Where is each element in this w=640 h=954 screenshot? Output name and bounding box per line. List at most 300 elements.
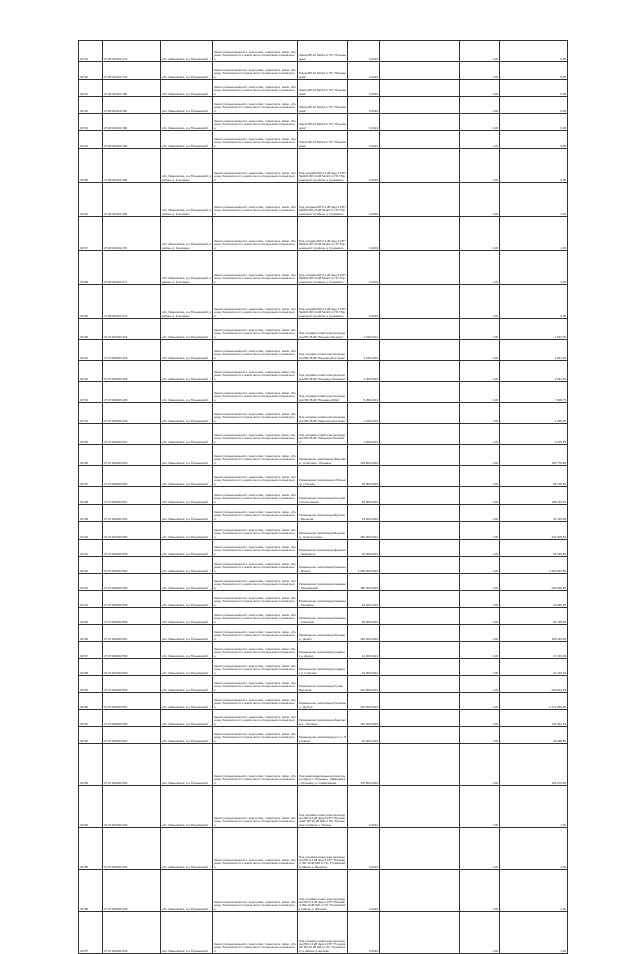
area-cell: 0,0024 (348, 786, 380, 828)
location-cell: обл. Ивановская, р-н Юрьевецкий, в районе д. Куземкино (161, 251, 213, 285)
location-cell: обл. Ивановская, р-н Юрьевецкий (161, 487, 213, 505)
location-cell: обл. Ивановская, р-н Юрьевецкий (161, 912, 213, 954)
cadastral-number-cell: 27:07:000000:563 (103, 642, 161, 659)
row-number-cell: 32726 (79, 183, 103, 217)
row-number-cell: 32721 (79, 80, 103, 97)
unit-cell (380, 744, 460, 786)
cadastral-number-cell: 27:08:001102:181 (103, 97, 161, 114)
value-cell: 6,08 (500, 114, 568, 131)
rate-cell: 1,00 (460, 828, 500, 870)
row-number-cell: 32733 (79, 382, 103, 403)
unit-cell (380, 693, 460, 710)
value-cell: 6,08 (500, 131, 568, 149)
row-number-cell: 32727 (79, 217, 103, 251)
value-cell: 2 276,99 (500, 424, 568, 445)
usage-description-cell: Размещение газопровода Бугрино - Вершина (298, 505, 348, 522)
table-row (79, 114, 568, 131)
land-register-table (78, 40, 568, 954)
table-row (79, 217, 568, 251)
unit-cell (380, 540, 460, 557)
cadastral-number-cell: 27:07:000000:565 (103, 522, 161, 540)
unit-cell (380, 591, 460, 608)
value-cell: 83 799,69 (500, 608, 568, 625)
rate-cell: 1,00 (460, 522, 500, 540)
unit-cell (380, 97, 460, 114)
land-category-cell: Земли промышленности, энергетики, транспорта, связи, обороны, безопасности и земли иного специального назначения (213, 522, 298, 540)
cadastral-number-cell: 27:07:000000:554 (103, 744, 161, 786)
land-category-cell: Земли промышленности, энергетики, транспорта, связи, обороны, безопасности и земли иного специального назначения (213, 505, 298, 522)
row-number-cell: 32723 (79, 114, 103, 131)
location-cell: обл. Ивановская, р-н Юрьевецкий (161, 574, 213, 591)
area-cell: 175 800,0024 (348, 744, 380, 786)
area-cell: 40 000,0024 (348, 727, 380, 744)
table-row (79, 80, 568, 97)
usage-description-cell: Размещение газопровода Заволжское - Толпино (298, 710, 348, 727)
table-body (79, 41, 568, 954)
unit-cell (380, 217, 460, 251)
rate-cell: 1,00 (460, 676, 500, 693)
location-cell: обл. Ивановская, р-н Юрьевецкий (161, 786, 213, 828)
unit-cell (380, 727, 460, 744)
unit-cell (380, 445, 460, 466)
usage-description-cell: Размещение газопровода Каменка - Пелевино (298, 591, 348, 608)
value-cell: 1 366,05 (500, 403, 568, 424)
value-cell: 1,00 (500, 870, 568, 912)
value-cell: 6,08 (500, 285, 568, 319)
value-cell: 54 346,85 (500, 540, 568, 557)
land-category-cell: Земли промышленности, энергетики, транспорta, связи, обороны, безопасности и земли иного специального назначения (213, 642, 298, 659)
unit-cell (380, 870, 460, 912)
usage-description-cell: Под опорами линий электропередачи ВЛ-35 кВ "Юрьевец-Ряба" (298, 382, 348, 403)
value-cell: 1,00 (500, 183, 568, 217)
usage-description-cell: Размещение газопровода Каменка - Юрьевецкий (298, 574, 348, 591)
cadastral-number-cell: 27:08:001102:183 (103, 131, 161, 149)
area-cell: 0,0024 (348, 62, 380, 80)
location-cell: обл. Ивановская, р-н Юрьевецкий (161, 41, 213, 62)
land-category-cell: Земли промышленности, энергетики, транспорта, связи, обороны, безопасности и земли иного специального назначения (213, 131, 298, 149)
location-cell: обл. Ивановская, р-н Юрьевецкий (161, 97, 213, 114)
row-number-cell: 32745 (79, 608, 103, 625)
row-number-cell: 32730 (79, 319, 103, 340)
unit-cell (380, 131, 460, 149)
cadastral-number-cell: 27:07:000000:553 (103, 557, 161, 574)
table-row (79, 361, 568, 382)
table-row (79, 505, 568, 522)
usage-description-cell: Под канализационные коллекторные вдоль п. Юрьевец - Ивановка в г. Юрьевец ул. Набережная (298, 744, 348, 786)
unit-cell (380, 625, 460, 642)
table-row (79, 676, 568, 693)
location-cell: обл. Ивановская, р-н Юрьевецкий (161, 828, 213, 870)
rate-cell: 1,00 (460, 114, 500, 131)
row-number-cell: 32737 (79, 466, 103, 487)
table-row (79, 591, 568, 608)
rate-cell: 1,00 (460, 403, 500, 424)
value-cell: 153 776,89 (500, 445, 568, 466)
unit-cell (380, 62, 460, 80)
area-cell: 0,0024 (348, 828, 380, 870)
table-row (79, 131, 568, 149)
area-cell: 1 600,0024 (348, 424, 380, 445)
table-row (79, 487, 568, 505)
unit-cell (380, 251, 460, 285)
area-cell: 1 150,0024 (348, 340, 380, 361)
rate-cell: 1,00 (460, 62, 500, 80)
area-cell: 40 000,0024 (348, 540, 380, 557)
table-row (79, 786, 568, 828)
area-cell: 0,0024 (348, 80, 380, 97)
table-row (79, 608, 568, 625)
location-cell: обл. Ивановская, р-н Юрьевецкий (161, 608, 213, 625)
table-row (79, 183, 568, 217)
location-cell: обл. Ивановская, р-н Юрьевецкий, в районе д. Куземкино (161, 285, 213, 319)
cadastral-number-cell: 27:07:000000:555 (103, 574, 161, 591)
rate-cell: 1,00 (460, 591, 500, 608)
table-row (79, 727, 568, 744)
value-cell: 154 075,86 (500, 744, 568, 786)
location-cell: обл. Ивановская, р-н Юрьевецкий (161, 466, 213, 487)
usage-description-cell: Под опорами линии электропередачи ВЛ-0,4 кВ фид.5 КТП "Юрьевец" ВЛ-10 кВ №5 от ПС "Пучежская" в районе д. Выдрино (298, 828, 348, 870)
land-category-cell: Земли промышленности, энергетики, транспорта, связи, обороны, безопасности и земли иного специального назначения (213, 912, 298, 954)
row-number-cell: 32744 (79, 591, 103, 608)
location-cell: обл. Ивановская, р-н Юрьевецкий (161, 403, 213, 424)
location-cell: обл. Ивановская, р-н Юрьевецкий (161, 744, 213, 786)
land-category-cell: Земли промышленности, энергетики, транспорта, связи, обороны, безопасности и земли иного специального назначения (213, 693, 298, 710)
row-number-cell: 32734 (79, 403, 103, 424)
land-category-cell: Земли промышленности, энергетики, транспорта, связи, обороны, безопасности и земли иного специального назначения (213, 445, 298, 466)
row-number-cell: 32749 (79, 676, 103, 693)
row-number-cell: 32740 (79, 522, 103, 540)
land-category-cell: Земли промышленности, энергетики, транспорта, связи, обороны, безопасности и земли иного специального назначения (213, 319, 298, 340)
rate-cell: 1,00 (460, 361, 500, 382)
area-cell: 241 000,0024 (348, 676, 380, 693)
value-cell: 19 449,96 (500, 591, 568, 608)
table-row (79, 557, 568, 574)
usage-description-cell: Размещение газопровода Пучеж - Вершина (298, 676, 348, 693)
cadastral-number-cell: 27:07:000000:407 (103, 424, 161, 445)
area-cell: 0,0004 (348, 217, 380, 251)
usage-description-cell: Размещение газопровода Фирсовка - Соболево - Юрьевец (298, 445, 348, 466)
unit-cell (380, 80, 460, 97)
rate-cell: 1,00 (460, 251, 500, 285)
unit-cell (380, 710, 460, 727)
land-category-cell: Земли промышленности, энергетики, транспорта, связи, обороны, безопасности и земли иного специального назначения (213, 828, 298, 870)
location-cell: обл. Ивановская, р-н Юрьевецкий (161, 870, 213, 912)
rate-cell: 1,00 (460, 285, 500, 319)
table-row (79, 41, 568, 62)
row-number-cell: 32729 (79, 285, 103, 319)
cadastral-number-cell: 27:07:000000:520 (103, 445, 161, 466)
unit-cell (380, 361, 460, 382)
location-cell: обл. Ивановская, р-н Юрьевецкий (161, 62, 213, 80)
usage-description-cell: Линия ВЛ-10 №124 от ПС "Юрьевецкая" (298, 62, 348, 80)
usage-description-cell: Размещение газопровода Дьяково - Задворное (298, 540, 348, 557)
table-row (79, 382, 568, 403)
area-cell: 324 000,0024 (348, 625, 380, 642)
row-number-cell: 32757 (79, 912, 103, 954)
value-cell: 1 282 816,84 (500, 557, 568, 574)
rate-cell: 1,00 (460, 131, 500, 149)
location-cell: обл. Ивановская, р-н Юрьевецкий (161, 642, 213, 659)
cadastral-number-cell: 27:07:000000:409 (103, 403, 161, 424)
location-cell: обл. Ивановская, р-н Юрьевецкий (161, 625, 213, 642)
cadastral-number-cell: 27:07:000000:560 (103, 659, 161, 676)
table-row (79, 62, 568, 80)
rate-cell: 1,00 (460, 557, 500, 574)
value-cell: 6,08 (500, 149, 568, 183)
value-cell: 1,00 (500, 217, 568, 251)
cadastral-number-cell: 27:07:000000:408 (103, 382, 161, 403)
unit-cell (380, 183, 460, 217)
row-number-cell: 32755 (79, 828, 103, 870)
table-row (79, 285, 568, 319)
land-category-cell: Земли промышленности, энергетики, транспорта, связи, обороны, безопасности и земли иного специального назначения (213, 727, 298, 744)
cadastral-number-cell: 27:07:000000:559 (103, 710, 161, 727)
row-number-cell: 32731 (79, 340, 103, 361)
area-cell: 185 300,0024 (348, 574, 380, 591)
rate-cell: 1,00 (460, 505, 500, 522)
value-cell: 1,00 (500, 912, 568, 954)
location-cell: обл. Ивановская, р-н Юрьевецкий, в районе д. Куземкино (161, 183, 213, 217)
usage-description-cell: Линия ВЛ-10 №124 от ПС "Юрьевецкая" (298, 114, 348, 131)
land-category-cell: Земли промышленности, энергетики, транспорта, связи, обороны, безопасности и земли иного специального назначения (213, 183, 298, 217)
cadastral-number-cell: 27:07:000000:567 (103, 487, 161, 505)
cadastral-number-cell: 27:07:000000:562 (103, 466, 161, 487)
area-cell: 0,0024 (348, 149, 380, 183)
location-cell: обл. Ивановская, р-н Юрьевецкий (161, 340, 213, 361)
cadastral-number-cell: 27:07:000000:558 (103, 591, 161, 608)
cadastral-number-cell: 27:07:000000:344 (103, 828, 161, 870)
unit-cell (380, 114, 460, 131)
value-cell: 6,08 (500, 97, 568, 114)
unit-cell (380, 403, 460, 424)
unit-cell (380, 557, 460, 574)
location-cell: обл. Ивановская, р-н Юрьевецкий (161, 727, 213, 744)
value-cell: 1,00 (500, 828, 568, 870)
cadastral-number-cell: 27:07:000000:552 (103, 727, 161, 744)
row-number-cell: 32739 (79, 505, 103, 522)
area-cell: 0,0024 (348, 870, 380, 912)
location-cell: обл. Ивановская, р-н Юрьевецкий (161, 505, 213, 522)
location-cell: обл. Ивановская, р-н Юрьевецкий (161, 659, 213, 676)
rate-cell: 1,00 (460, 487, 500, 505)
land-category-cell: Земли промышленности, энергетики, транспорта, связи, обороны, безопасности и земли иного специального назначения (213, 41, 298, 62)
cadastral-number-cell: 27:07:000000:346 (103, 912, 161, 954)
unit-cell (380, 487, 460, 505)
location-cell: обл. Ивановская, р-н Юрьевецкий (161, 693, 213, 710)
cadastral-number-cell: 27:07:000000:566 (103, 540, 161, 557)
rate-cell: 1,00 (460, 183, 500, 217)
table-row (79, 828, 568, 870)
land-category-cell: Земли промышленности, энергетики, транспорта, связи, обороны, безопасности и земли иного специального назначения (213, 487, 298, 505)
row-number-cell: 32753 (79, 744, 103, 786)
location-cell: обл. Ивановская, р-н Юрьевецкий (161, 382, 213, 403)
location-cell: обл. Ивановская, р-н Юрьевецкий (161, 710, 213, 727)
area-cell: 364 000,0024 (348, 522, 380, 540)
usage-description-cell: Размещение газопровода Костяево-Костромская (298, 487, 348, 505)
usage-description-cell: Под опорами ВЛ-0,4 кВ фид.4 КТП №0221 ВЛ-10 кВ №124 от ПС "Юрьевецкая" в районе д. Куземкино (298, 285, 348, 319)
unit-cell (380, 382, 460, 403)
area-cell: 0,0024 (348, 97, 380, 114)
table-row (79, 445, 568, 466)
usage-description-cell: Под опорами линий электропередачи ВЛ-35 кВ "Юрьевец-Бугрино" (298, 319, 348, 340)
usage-description-cell: Под опорами ВЛ-0,4 кВ фид.4 КТП №0221 ВЛ-10 кВ №124 от ПС "Юрьевецкая" в районе д. Куземкино (298, 217, 348, 251)
rate-cell: 1,00 (460, 97, 500, 114)
unit-cell (380, 608, 460, 625)
row-number-cell: 32751 (79, 710, 103, 727)
value-cell: 409 119,06 (500, 625, 568, 642)
area-cell: 5 450,0024 (348, 382, 380, 403)
table-row (79, 251, 568, 285)
rate-cell: 1,00 (460, 727, 500, 744)
row-number-cell: 32722 (79, 97, 103, 114)
cadastral-number-cell: 27:07:000000:406 (103, 361, 161, 382)
row-number-cell: 32743 (79, 574, 103, 591)
location-cell: обл. Ивановская, р-н Юрьевецкий, в районе д. Куземкино (161, 149, 213, 183)
usage-description-cell: Размещение газопровода (подвод к д. Дорки) (298, 642, 348, 659)
value-cell: 293 814,69 (500, 676, 568, 693)
unit-cell (380, 786, 460, 828)
usage-description-cell: Размещение газопровода к Юрьевцу и Пучежу (298, 466, 348, 487)
unit-cell (380, 41, 460, 62)
value-cell: 1 841,26 (500, 340, 568, 361)
rate-cell: 1,00 (460, 80, 500, 97)
area-cell: 0,0024 (348, 41, 380, 62)
area-cell: 0,0024 (348, 285, 380, 319)
area-cell: 115 600,0024 (348, 710, 380, 727)
area-cell: 1 000 000,0024 (348, 557, 380, 574)
land-category-cell: Земли промышленности, энергетики, транспорта, связи, обороны, безопасности и земли иного специального назначения (213, 403, 298, 424)
land-category-cell: Земли промышленности, энергетики, транспорта, связи, обороны, безопасности и земли иного специального назначения (213, 217, 298, 251)
cadastral-number-cell: 27:07:000000:333 (103, 786, 161, 828)
table-row (79, 574, 568, 591)
rate-cell: 1,00 (460, 608, 500, 625)
table-row (79, 540, 568, 557)
usage-description-cell: Под опорами линий электропередачи ВЛ-35 кВ "Юрьевец-Пелевино" (298, 361, 348, 382)
location-cell: обл. Ивановская, р-н Юрьевецкий (161, 445, 213, 466)
value-cell: 2 041,26 (500, 361, 568, 382)
rate-cell: 1,00 (460, 217, 500, 251)
rate-cell: 1,00 (460, 625, 500, 642)
land-category-cell: Земли промышленности, энергетики, транспорта, связи, обороны, безопасности и земли иного специального назначения (213, 466, 298, 487)
location-cell: обл. Ивановская, р-н Юрьевецкий (161, 591, 213, 608)
land-category-cell: Земли промышленности, энергетики, транспорта, связи, обороны, безопасности и земли иного специального назначения (213, 97, 298, 114)
table-row (79, 870, 568, 912)
unit-cell (380, 285, 460, 319)
unit-cell (380, 505, 460, 522)
value-cell: 1 172 349,00 (500, 693, 568, 710)
row-number-cell: 32756 (79, 870, 103, 912)
usage-description-cell: Под опорами линии электропередачи ВЛ-0,4 кВ фид.4 КТП "Пучежский" ВЛ-10 кВ №6 от ПС "Пучежская" в районе д. Ершово (298, 912, 348, 954)
usage-description-cell: Линия ВЛ-10 №124 от ПС "Юрьевецкая" (298, 131, 348, 149)
rate-cell: 1,00 (460, 574, 500, 591)
cadastral-number-cell: 27:08:001101:369 (103, 183, 161, 217)
area-cell: 1 010,0024 (348, 403, 380, 424)
cadastral-number-cell: 27:08:001102:180 (103, 80, 161, 97)
cadastral-number-cell: 27:08:001102:179 (103, 62, 161, 80)
usage-description-cell: Размещение газопровода Вершина - Новопутилово (298, 522, 348, 540)
cadastral-number-cell: 27:07:000000:405 (103, 340, 161, 361)
table-row (79, 744, 568, 786)
land-category-cell: Земли промышленности, энергетики, транспорта, связи, обороны, безопасности и земли иного специального назначения (213, 285, 298, 319)
land-category-cell: Земли промышленности, энергетики, транспорта, связи, обороны, безопасности и земли иного специального назначения (213, 608, 298, 625)
cadastral-number-cell: 27:08:001101:368 (103, 149, 161, 183)
value-cell: 6,08 (500, 62, 568, 80)
usage-description-cell: Размещение газопровода (подвод к д. Стрелка) (298, 659, 348, 676)
row-number-cell: 32752 (79, 727, 103, 744)
rate-cell: 1,00 (460, 340, 500, 361)
cadastral-number-cell: 27:08:001101:372 (103, 285, 161, 319)
location-cell: обл. Ивановская, р-н Юрьевецкий, в районе д. Куземкино (161, 217, 213, 251)
location-cell: обл. Ивановская, р-н Юрьевецкий (161, 361, 213, 382)
land-category-cell: Земли промышленности, энергетики, транспорта, связи, обороны, безопасности и земли иного специального назначения (213, 340, 298, 361)
rate-cell: 1,00 (460, 382, 500, 403)
area-cell: 34 600,0024 (348, 505, 380, 522)
value-cell: 6,08 (500, 80, 568, 97)
land-category-cell: Земли промышленности, энергетики, транспорta, связи, обороны, безопасности и земли иного специального назначения (213, 424, 298, 445)
rate-cell: 1,00 (460, 786, 500, 828)
table-row (79, 340, 568, 361)
row-number-cell: 32732 (79, 361, 103, 382)
rate-cell: 1,00 (460, 744, 500, 786)
land-category-cell: Земли промышленности, энергетики, транспорта, связи, обороны, безопасности и земли иного специального назначения (213, 591, 298, 608)
usage-description-cell: Размещение газопровода Каменка - Мягкое (298, 557, 348, 574)
area-cell: 0,0024 (348, 131, 380, 149)
rate-cell: 1,00 (460, 319, 500, 340)
value-cell: 58 378,66 (500, 466, 568, 487)
land-category-cell: Земли промышленности, энергетики, транспорта, связи, обороны, безопасности и земли иного специального назначения (213, 382, 298, 403)
table-row (79, 403, 568, 424)
row-number-cell: 32748 (79, 659, 103, 676)
location-cell: обл. Ивановская, р-н Юрьевецкий (161, 557, 213, 574)
land-category-cell: Земли промышленности, энергетики, транспорta, связи, обороны, безопасности и земли иного специального назначения (213, 361, 298, 382)
unit-cell (380, 522, 460, 540)
area-cell: 34 000,0024 (348, 659, 380, 676)
row-number-cell: 32719 (79, 41, 103, 62)
land-category-cell: Земли промышленности, энергетики, транспорта, связи, обороны, безопасности и земли иного специального назначения (213, 62, 298, 80)
usage-description-cell: Под опорами линий электропередачи ВЛ-35 кВ "Каменное-Костяево" (298, 403, 348, 424)
row-number-cell: 32736 (79, 445, 103, 466)
land-category-cell: Земли промышленности, энергетики, транспорта, связи, обороны, безопасности и земли иного специального назначения (213, 625, 298, 642)
cadastral-number-cell: 27:08:001101:371 (103, 251, 161, 285)
location-cell: обл. Ивановская, р-н Юрьевецкий (161, 540, 213, 557)
land-category-cell: Земли промышленности, энергетики, транспорта, связи, обороны, безопасности и земли иного специального назначения (213, 659, 298, 676)
usage-description-cell: Под опорами линии электропередачи ВЛ-0,4 кВ фид.4 КТП "Юрьевец" ВЛ-10 кВ №5 от ПС "Пучежская" в районе д. Фатеево (298, 870, 348, 912)
cadastral-number-cell: 27:07:000000:557 (103, 693, 161, 710)
value-cell: 443 309,84 (500, 522, 568, 540)
unit-cell (380, 574, 460, 591)
land-category-cell: Земли промышленности, энергетики, транспорта, связи, обороны, безопасности и земли иного специального назначения (213, 574, 298, 591)
value-cell: 6,08 (500, 41, 568, 62)
area-cell: 1 400,0024 (348, 361, 380, 382)
usage-description-cell: Размещение газопровода Пелевино - Дубяги (298, 693, 348, 710)
land-category-cell: Земли промышленности, энергетики, транспорта, связи, обороны, безопасности и земли иного специального назначения (213, 710, 298, 727)
usage-description-cell: Размещение газопровода до п.п. Пелевино (298, 727, 348, 744)
row-number-cell: 32750 (79, 693, 103, 710)
value-cell: 1 816,06 (500, 319, 568, 340)
land-category-cell: Земли промышленности, энергетики, транспорта, связи, обороны, безопасности и земли иного специального назначения (213, 744, 298, 786)
location-cell: обл. Ивановская, р-н Юрьевецкий (161, 114, 213, 131)
rate-cell: 1,00 (460, 659, 500, 676)
area-cell: 0,0004 (348, 183, 380, 217)
cadastral-number-cell: 27:08:001101:370 (103, 217, 161, 251)
value-cell: 108 703,93 (500, 487, 568, 505)
location-cell: обл. Ивановская, р-н Юрьевецкий (161, 80, 213, 97)
cadastral-number-cell: 27:07:000000:561 (103, 625, 161, 642)
usage-description-cell: Размещение газопровода Каменка - Соболево (298, 608, 348, 625)
rate-cell: 1,00 (460, 693, 500, 710)
rate-cell: 1,00 (460, 41, 500, 62)
land-category-cell: Земли промышленности, энергетики, транспорта, связи, обороны, безопасности и земли иного специального назначения (213, 786, 298, 828)
